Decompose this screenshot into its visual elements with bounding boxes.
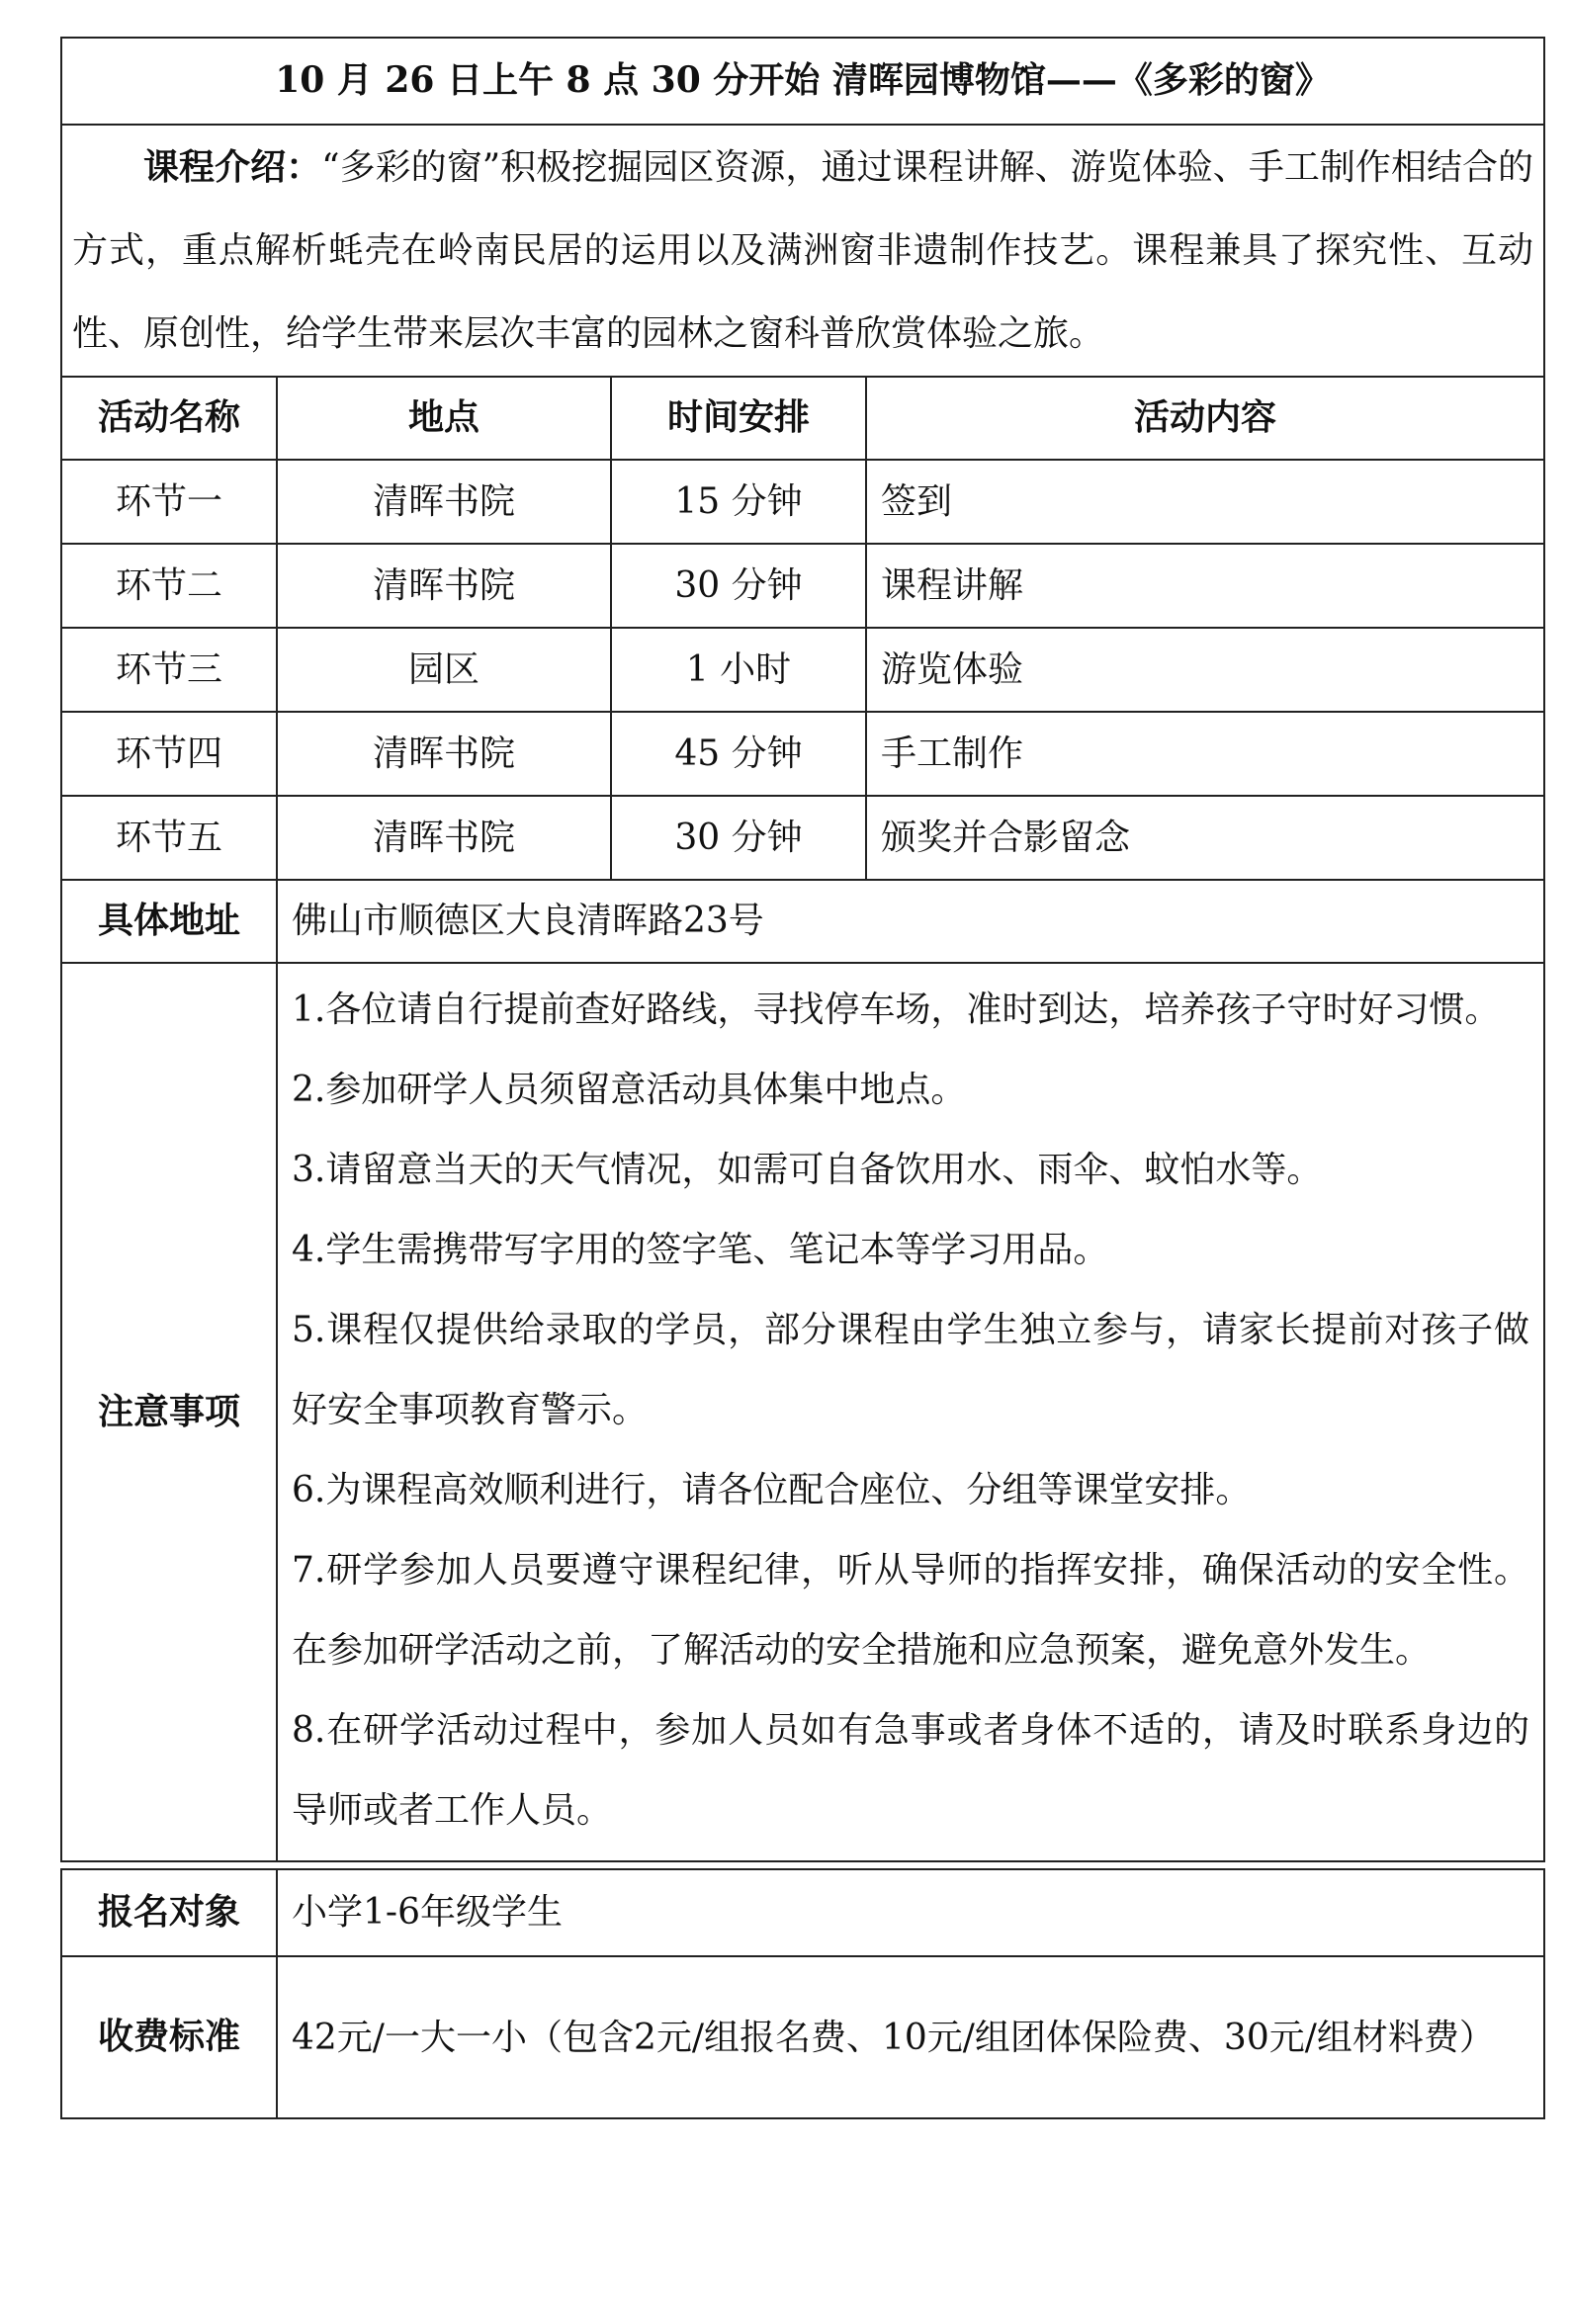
note-item: 1.各位请自行提前查好路线，寻找停车场，准时到达，培养孩子守时好习惯。 — [292, 990, 1501, 1030]
schedule-header-row — [61, 377, 1544, 460]
header-place: 地点 — [277, 377, 611, 460]
course-intro-text: “多彩的窗”积极挖掘园区资源，通过课程讲解、游览体验、手工制作相结合的方式，重点解析蚝壳在岭南民居的运用以及满洲窗非遗制作技艺。课程兼具了探究性、互动性、原创性，给学生带来层次丰富的园林之窗科普欣赏体验之旅。 — [72, 147, 1534, 354]
fee-value: 42元/一大一小（包含2元/组报名费、10元/组团体保险费、30元/组材料费） — [277, 1956, 1544, 2118]
note-item: 2.参加研学人员须留意活动具体集中地点。 — [292, 1070, 967, 1110]
note-item: 3.请留意当天的天气情况，如需可自备饮用水、雨伞、蚊怕水等。 — [292, 1150, 1323, 1190]
row-time: 45 分钟 — [611, 712, 866, 796]
course-intro-label: 课程介绍： — [143, 146, 322, 188]
table-row — [61, 796, 1544, 880]
address-row — [61, 880, 1544, 963]
row-time: 15 分钟 — [611, 460, 866, 544]
table-row — [61, 628, 1544, 712]
row-content: 签到 — [866, 460, 1544, 544]
row-place: 清晖书院 — [277, 460, 611, 544]
notes-list — [277, 963, 1544, 1861]
header-time: 时间安排 — [611, 377, 866, 460]
row-name: 环节四 — [61, 712, 277, 796]
row-content: 颁奖并合影留念 — [866, 796, 1544, 880]
course-intro — [61, 125, 1544, 377]
notes-row — [61, 963, 1544, 1861]
fee-row — [61, 1956, 1544, 2118]
note-item: 6.为课程高效顺利进行，请各位配合座位、分组等课堂安排。 — [292, 1470, 1252, 1510]
header-content: 活动内容 — [866, 377, 1544, 460]
address-label: 具体地址 — [61, 880, 277, 963]
row-name: 环节五 — [61, 796, 277, 880]
event-info-table — [60, 37, 1545, 2119]
row-content: 手工制作 — [866, 712, 1544, 796]
row-time: 1 小时 — [611, 628, 866, 712]
target-value: 小学1-6年级学生 — [277, 1869, 1544, 1956]
page-title: 10 月 26 日上午 8 点 30 分开始 清晖园博物馆——《多彩的窗》 — [61, 38, 1544, 125]
fee-label: 收费标准 — [61, 1956, 277, 2118]
note-item: 5.课程仅提供给录取的学员，部分课程由学生独立参与，请家长提前对孩子做好安全事项教育警示。 — [292, 1310, 1530, 1430]
row-name: 环节二 — [61, 544, 277, 628]
address-value: 佛山市顺德区大良清晖路23号 — [277, 880, 1544, 963]
note-item: 4.学生需携带写字用的签字笔、笔记本等学习用品。 — [292, 1230, 1109, 1270]
row-content: 课程讲解 — [866, 544, 1544, 628]
row-time: 30 分钟 — [611, 796, 866, 880]
row-place: 清晖书院 — [277, 712, 611, 796]
row-place: 清晖书院 — [277, 796, 611, 880]
row-name: 环节一 — [61, 460, 277, 544]
notes-label: 注意事项 — [61, 963, 277, 1861]
table-gap — [61, 1861, 1544, 1869]
row-content: 游览体验 — [866, 628, 1544, 712]
header-activity-name: 活动名称 — [61, 377, 277, 460]
table-row — [61, 460, 1544, 544]
note-item: 7.研学参加人员要遵守课程纪律，听从导师的指挥安排，确保活动的安全性。在参加研学活动之前，了解活动的安全措施和应急预案，避免意外发生。 — [292, 1550, 1530, 1671]
row-time: 30 分钟 — [611, 544, 866, 628]
table-row — [61, 712, 1544, 796]
target-label: 报名对象 — [61, 1869, 277, 1956]
table-row — [61, 544, 1544, 628]
row-name: 环节三 — [61, 628, 277, 712]
row-place: 清晖书院 — [277, 544, 611, 628]
target-row — [61, 1869, 1544, 1956]
note-item: 8.在研学活动过程中，参加人员如有急事或者身体不适的，请及时联系身边的导师或者工作人员。 — [292, 1710, 1530, 1831]
row-place: 园区 — [277, 628, 611, 712]
